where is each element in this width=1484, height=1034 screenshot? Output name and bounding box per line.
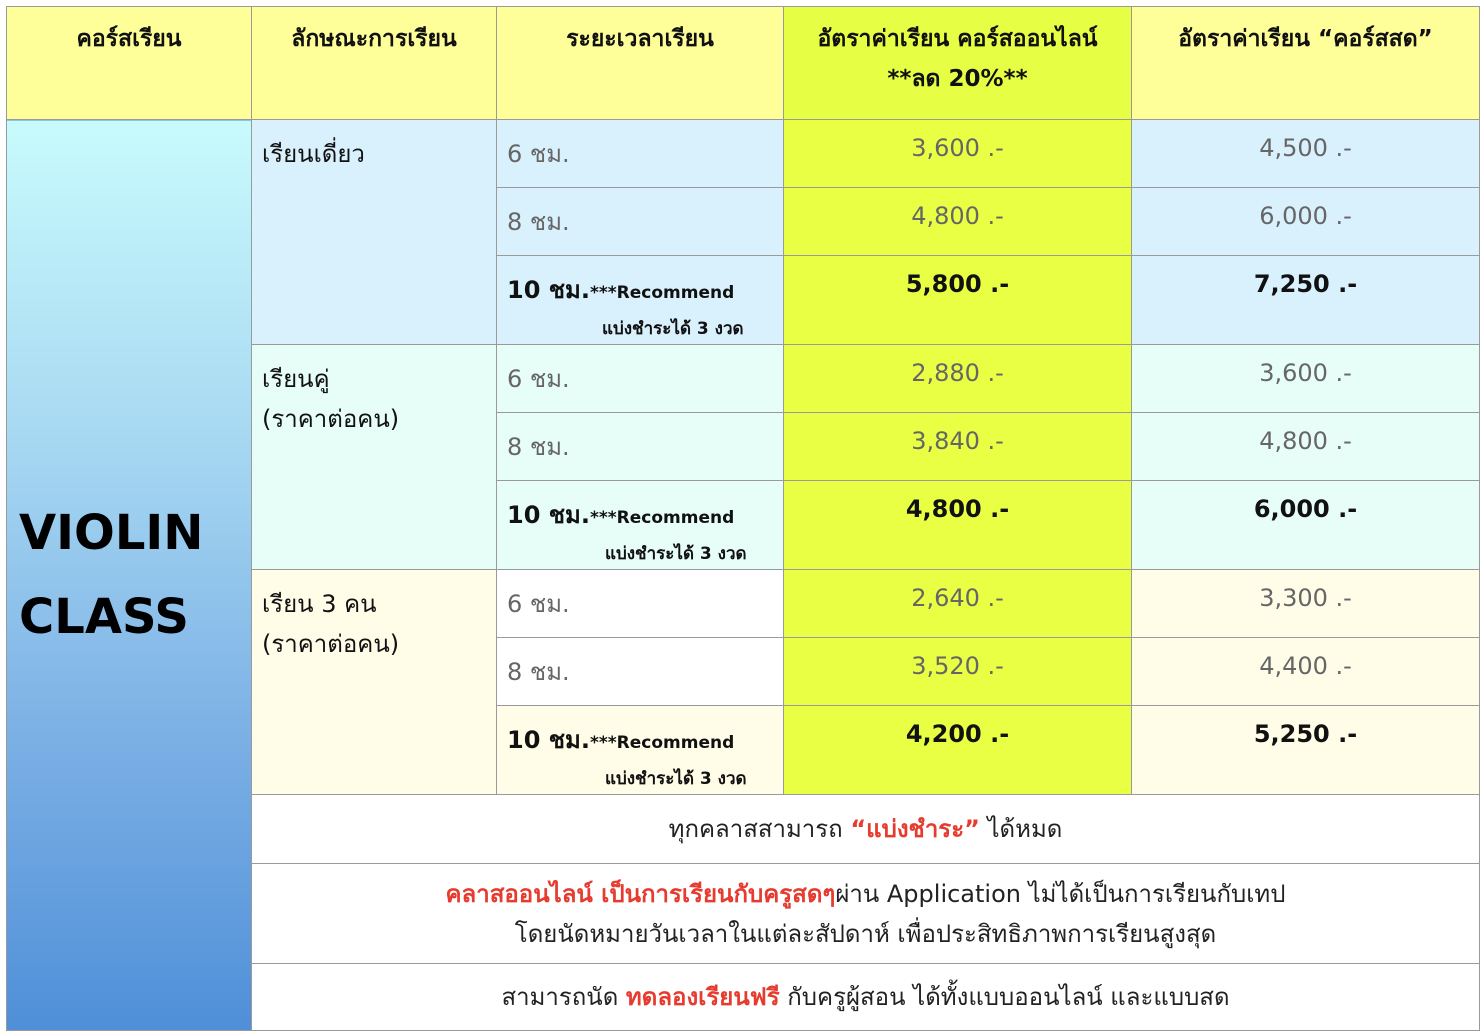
installment-note-all: ทุกคลาสสามารถ “แบ่งชำระ” ได้หมด: [252, 795, 1480, 864]
live-price: 3,600 .-: [1132, 345, 1480, 413]
recommend-tag: ***Recommend: [589, 508, 735, 528]
online-price: 3,600 .-: [784, 120, 1132, 188]
learning-type: เรียนเดี่ยว: [252, 120, 497, 345]
online-price: 2,880 .-: [784, 345, 1132, 413]
header-live-price: อัตราค่าเรียน “คอร์สสด”: [1132, 7, 1480, 120]
header-online-price: อัตราค่าเรียน คอร์สออนไลน์ **ลด 20%**: [784, 7, 1132, 120]
learning-type: เรียนคู่ (ราคาต่อคน): [252, 345, 497, 570]
live-price: 4,800 .-: [1132, 413, 1480, 481]
recommend-tag: ***Recommend: [589, 283, 735, 303]
installment-note: แบ่งชำระได้ 3 งวด: [605, 544, 747, 564]
header-type: ลักษณะการเรียน: [252, 7, 497, 120]
live-price: 5,250 .-: [1132, 706, 1480, 795]
live-price: 6,000 .-: [1132, 481, 1480, 570]
learning-type: เรียน 3 คน (ราคาต่อคน): [252, 570, 497, 795]
online-price: 4,800 .-: [784, 481, 1132, 570]
online-price: 2,640 .-: [784, 570, 1132, 638]
duration-cell: 6 ชม.: [497, 570, 784, 638]
header-row: [7, 7, 1480, 120]
online-price: 3,520 .-: [784, 638, 1132, 706]
table-row: [7, 120, 1480, 188]
live-price: 7,250 .-: [1132, 256, 1480, 345]
recommend-tag: ***Recommend: [589, 733, 735, 753]
free-trial-note: สามารถนัด ทดลองเรียนฟรี กับครูผู้สอน ได้ทั้งแบบออนไลน์ และแบบสด: [252, 964, 1480, 1031]
duration-cell: 8 ชม.: [497, 188, 784, 256]
header-course: คอร์สเรียน: [7, 7, 252, 120]
duration-cell: 8 ชม.: [497, 638, 784, 706]
price-table: [6, 6, 1480, 1031]
course-name: VIOLIN CLASS: [7, 120, 252, 1031]
duration-cell-recommended: 10 ชม.***Recommend แบ่งชำระได้ 3 งวด: [497, 706, 784, 795]
duration-cell: 6 ชม.: [497, 345, 784, 413]
duration-cell-recommended: 10 ชม.***Recommend แบ่งชำระได้ 3 งวด: [497, 256, 784, 345]
online-price: 3,840 .-: [784, 413, 1132, 481]
installment-note: แบ่งชำระได้ 3 งวด: [602, 319, 744, 339]
online-price: 4,800 .-: [784, 188, 1132, 256]
duration-cell: 8 ชม.: [497, 413, 784, 481]
duration-cell-recommended: 10 ชม.***Recommend แบ่งชำระได้ 3 งวด: [497, 481, 784, 570]
online-price: 4,200 .-: [784, 706, 1132, 795]
online-class-note: คลาสออนไลน์ เป็นการเรียนกับครูสดๆผ่าน Application ไม่ได้เป็นการเรียนกับเทป โดยนัดหมายวันเวลาในแต่ละสัปดาห์ เพื่อประสิทธิภาพการเรียนสูงสุด: [252, 864, 1480, 964]
live-price: 4,400 .-: [1132, 638, 1480, 706]
installment-note: แบ่งชำระได้ 3 งวด: [605, 769, 747, 789]
live-price: 4,500 .-: [1132, 120, 1480, 188]
online-price: 5,800 .-: [784, 256, 1132, 345]
live-price: 3,300 .-: [1132, 570, 1480, 638]
live-price: 6,000 .-: [1132, 188, 1480, 256]
duration-cell: 6 ชม.: [497, 120, 784, 188]
header-duration: ระยะเวลาเรียน: [497, 7, 784, 120]
